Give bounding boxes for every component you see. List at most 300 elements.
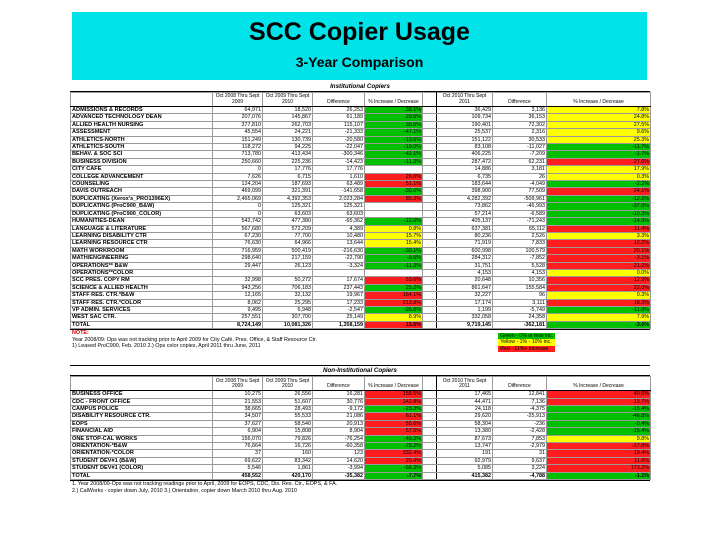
department-cell: TOTAL	[71, 472, 213, 479]
value-cell: 5,528	[493, 262, 547, 269]
column-header: Difference	[493, 93, 547, 107]
value-cell: 25.3%	[547, 136, 651, 143]
header-row	[71, 377, 651, 391]
value-cell: 10,081,326	[263, 321, 313, 328]
value-cell: 92,979	[437, 457, 493, 464]
value-cell: 44,471	[437, 398, 493, 405]
value-cell: 63,489	[313, 181, 365, 188]
value-cell: 8,904	[313, 428, 365, 435]
value-cell: -20,580	[313, 136, 365, 143]
value-cell: 14,886	[437, 166, 493, 173]
value-cell	[213, 269, 263, 276]
value-cell: -15.4%	[547, 428, 651, 435]
spreadsheet	[70, 82, 650, 494]
value-cell: 567,680	[213, 225, 263, 232]
value-cell: 80,236	[437, 232, 493, 239]
value-cell: 17.9%	[547, 166, 651, 173]
value-cell: -12.2%	[547, 195, 651, 202]
value-cell: 50,272	[263, 277, 313, 284]
value-cell: 55,533	[263, 413, 313, 420]
table-row	[71, 247, 651, 254]
value-cell: 18.3%	[547, 299, 651, 306]
spacer-cell	[423, 465, 437, 472]
value-cell: 58,540	[263, 420, 313, 427]
value-cell: -2,979	[493, 443, 547, 450]
value-cell: 237,443	[313, 284, 365, 291]
value-cell: 36,153	[493, 114, 547, 121]
value-cell: 20,913	[313, 420, 365, 427]
table-row	[71, 406, 651, 413]
value-cell: -4,375	[493, 406, 547, 413]
value-cell: -3,324	[313, 262, 365, 269]
table-row	[71, 306, 651, 313]
column-header: Oct 2009 Thru Sept 2010	[263, 377, 313, 391]
table-row	[71, 398, 651, 405]
value-cell: -2,428	[493, 428, 547, 435]
department-cell: ATHLETICS-SOUTH	[71, 144, 213, 151]
department-cell: ASSESSMENT	[71, 129, 213, 136]
spacer-cell	[423, 144, 437, 151]
institutional-section-title: Institutional Copiers	[70, 82, 650, 92]
value-cell: 716,959	[213, 247, 263, 254]
department-cell: SCC PRES. COPY RM	[71, 277, 213, 284]
table-row	[71, 435, 651, 442]
value-cell: 262,703	[263, 121, 313, 128]
value-cell: 83,108	[437, 144, 493, 151]
value-cell: -11.3%	[365, 158, 423, 165]
value-cell: 190,401	[437, 121, 493, 128]
value-cell: 160	[263, 450, 313, 457]
table-row	[71, 428, 651, 435]
department-cell: ADVANCED TECHNOLOGY DEAN	[71, 114, 213, 121]
value-cell: 67,230	[213, 232, 263, 239]
spacer-cell	[423, 398, 437, 405]
department-cell: MATH WORKROOM	[71, 247, 213, 254]
value-cell: 7.9%	[547, 314, 651, 321]
department-cell: COLLEGE ADVANCEMENT	[71, 173, 213, 180]
value-cell: 4,282,392	[437, 195, 493, 202]
value-cell: 1,358,159	[313, 321, 365, 328]
table-row	[71, 195, 651, 202]
value-cell: 69,622	[213, 457, 263, 464]
value-cell: 62,231	[493, 158, 547, 165]
value-cell: -22,790	[313, 255, 365, 262]
value-cell: 61.1%	[365, 413, 423, 420]
value-cell: 420,170	[263, 472, 313, 479]
value-cell: -23.3%	[365, 406, 423, 413]
value-cell: 64,971	[213, 107, 263, 114]
value-cell: -0.4%	[547, 420, 651, 427]
value-cell: 156,070	[213, 435, 263, 442]
value-cell: 413,434	[263, 151, 313, 158]
value-cell: 8,062	[213, 299, 263, 306]
value-cell: 8.9%	[365, 314, 423, 321]
value-cell: 7.8%	[547, 107, 651, 114]
column-header	[423, 93, 437, 107]
value-cell: 25,295	[263, 299, 313, 306]
institutional-notes	[70, 329, 650, 365]
value-cell: 10,356	[493, 277, 547, 284]
department-cell: ORIENTATION-*B&W	[71, 443, 213, 450]
spacer-cell	[423, 306, 437, 313]
value-cell: 16,281	[313, 391, 365, 398]
page-subtitle: 3-Year Comparison	[295, 54, 424, 70]
department-cell: DAVIS OUTREACH	[71, 188, 213, 195]
department-cell: LEARNING RESOURCE CTR	[71, 240, 213, 247]
value-cell: 19,967	[313, 292, 365, 299]
value-cell: 0	[213, 203, 263, 210]
value-cell: 17,776	[263, 166, 313, 173]
column-header	[71, 377, 213, 391]
value-cell: -71,243	[493, 218, 547, 225]
value-cell: 21,553	[213, 398, 263, 405]
value-cell: 17,776	[313, 166, 365, 173]
value-cell: 26.0%	[365, 173, 423, 180]
department-cell: ALLIED HEALTH NURSING	[71, 121, 213, 128]
value-cell: -300,346	[313, 151, 365, 158]
value-cell: 125,321	[313, 203, 365, 210]
value-cell: 14,620	[313, 457, 365, 464]
column-header: Oct 2010 Thru Sept 2011	[437, 377, 493, 391]
department-cell: CITY CAFE	[71, 166, 213, 173]
table-row	[71, 299, 651, 306]
value-cell: 377,810	[213, 121, 263, 128]
value-cell: 713,780	[213, 151, 263, 158]
table-row	[71, 107, 651, 114]
spacer-cell	[423, 129, 437, 136]
value-cell: 9.8%	[547, 435, 651, 442]
value-cell: 187,693	[263, 181, 313, 188]
value-cell: 25,149	[313, 314, 365, 321]
spacer-cell	[423, 173, 437, 180]
table-row	[71, 465, 651, 472]
value-cell: -22,047	[313, 144, 365, 151]
value-cell: 45,554	[213, 129, 263, 136]
value-cell: 24.8%	[547, 114, 651, 121]
value-cell: 861,647	[437, 284, 493, 291]
column-header: % Increase / Decrease	[365, 93, 423, 107]
noninstitutional-section-title: Non-Institutional Copiers	[70, 365, 650, 376]
value-cell: 13,380	[437, 428, 493, 435]
table-row	[71, 114, 651, 121]
value-cell: 13,644	[313, 240, 365, 247]
value-cell: 57.5%	[365, 428, 423, 435]
value-cell: -14.9%	[547, 218, 651, 225]
value-cell: -3.1%	[547, 255, 651, 262]
value-cell: -76,254	[313, 435, 365, 442]
spacer-cell	[423, 181, 437, 188]
column-header: Difference	[493, 377, 547, 391]
department-cell: ADMISSIONS & RECORDS	[71, 107, 213, 114]
value-cell: 30,533	[493, 136, 547, 143]
value-cell: 4,392,353	[263, 195, 313, 202]
value-cell: 458,552	[213, 472, 263, 479]
value-cell: 405,137	[437, 218, 493, 225]
value-cell: 10,275	[213, 391, 263, 398]
value-cell: -4,049	[493, 181, 547, 188]
value-cell: 29,447	[213, 262, 263, 269]
note-line: Year 2008/09: Ops was not tracking prior to April 2009 for City Café, Pres. Office, & Staff Resource Ctr.	[72, 336, 317, 343]
value-cell: 76,630	[213, 240, 263, 247]
spacer-cell	[423, 314, 437, 321]
value-cell: 0.0%	[547, 269, 651, 276]
spacer-cell	[423, 284, 437, 291]
value-cell: 7,136	[493, 398, 547, 405]
table-row	[71, 218, 651, 225]
value-cell: 7,833	[493, 240, 547, 247]
value-cell: 1,199	[437, 306, 493, 313]
spacer-cell	[423, 428, 437, 435]
value-cell: -9,172	[313, 406, 365, 413]
table-row	[71, 210, 651, 217]
column-header: % Increase / Decrease	[365, 377, 423, 391]
value-cell: 27.6%	[547, 158, 651, 165]
value-cell: 9.6%	[547, 129, 651, 136]
department-cell: COUNSELING	[71, 181, 213, 188]
spacer-cell	[423, 166, 437, 173]
page-title: SCC Copier Usage	[249, 18, 470, 46]
value-cell: 6,948	[263, 306, 313, 313]
value-cell: 6,715	[263, 173, 313, 180]
spacer-cell	[423, 321, 437, 328]
value-cell: 469,099	[213, 188, 263, 195]
value-cell: -78.2%	[365, 443, 423, 450]
value-cell: 21,086	[313, 413, 365, 420]
value-cell: 19.4%	[547, 450, 651, 457]
value-cell: 32,227	[437, 292, 493, 299]
value-cell: 77,700	[263, 232, 313, 239]
department-cell: DUPLICATING (ProC900_COLOR)	[71, 210, 213, 217]
value-cell: 12.2%	[547, 240, 651, 247]
value-cell: 51,607	[263, 398, 313, 405]
value-cell: 24,118	[437, 406, 493, 413]
value-cell: -60,358	[313, 443, 365, 450]
value-cell: 2,316	[493, 129, 547, 136]
spacer-cell	[423, 420, 437, 427]
value-cell: 4,389	[313, 225, 365, 232]
value-cell: 31,751	[437, 262, 493, 269]
value-cell: 5,085	[437, 465, 493, 472]
value-cell: 151,122	[437, 136, 493, 143]
table-row	[71, 129, 651, 136]
table-row	[71, 443, 651, 450]
table-row	[71, 457, 651, 464]
value-cell: 12.9%	[547, 277, 651, 284]
value-cell: -14,423	[313, 158, 365, 165]
table-row	[71, 188, 651, 195]
value-cell: 72,302	[493, 121, 547, 128]
department-cell: STAFF RES. CTR.*COLOR	[71, 299, 213, 306]
value-cell: 257,551	[213, 314, 263, 321]
value-cell: 477,380	[263, 218, 313, 225]
table-row	[71, 262, 651, 269]
value-cell: 5,546	[213, 465, 263, 472]
value-cell: 24,221	[263, 129, 313, 136]
value-cell: 64,966	[263, 240, 313, 247]
department-cell: DUPLICATING (Xerox's_PRO1396EX)	[71, 195, 213, 202]
note-line: 1) Leased ProC900, Feb. 2010 2.) Ops color copies, April 2011 thru June, 2011	[72, 343, 261, 350]
department-cell: CDC - FRONT OFFICE	[71, 398, 213, 405]
department-cell: OPERATIONS**COLOR	[71, 269, 213, 276]
value-cell: 31	[493, 450, 547, 457]
column-header: Difference	[313, 93, 365, 107]
spacer-cell	[423, 450, 437, 457]
spacer-cell	[423, 218, 437, 225]
value-cell: -21,333	[313, 129, 365, 136]
department-cell: MATH/ENGINEERING	[71, 255, 213, 262]
spacer-cell	[423, 255, 437, 262]
value-cell: 284,312	[437, 255, 493, 262]
value-cell: 63,603	[263, 210, 313, 217]
value-cell: -35,382	[313, 472, 365, 479]
value-cell: -30.6%	[365, 188, 423, 195]
value-cell: 37	[213, 450, 263, 457]
spacer-cell	[423, 413, 437, 420]
value-cell: -236	[493, 420, 547, 427]
department-cell: ORIENTATION-*COLOR	[71, 450, 213, 457]
value-cell: 20.1%	[547, 247, 651, 254]
column-header	[423, 377, 437, 391]
value-cell: 13.7%	[547, 398, 651, 405]
value-cell: 298,640	[213, 255, 263, 262]
column-header: Oct 2010 Thru Sept 2011	[437, 93, 493, 107]
value-cell: 287,472	[437, 158, 493, 165]
value-cell: 83,342	[263, 457, 313, 464]
value-cell: 124,204	[213, 181, 263, 188]
spacer-cell	[423, 299, 437, 306]
value-cell: 3,224	[493, 465, 547, 472]
value-cell: 15,808	[263, 428, 313, 435]
department-cell: OPERATIONS** B&W	[71, 262, 213, 269]
table-row	[71, 203, 651, 210]
value-cell: 27.5%	[547, 121, 651, 128]
value-cell: 25,537	[437, 129, 493, 136]
value-cell: 2,465,069	[213, 195, 263, 202]
value-cell: 12,165	[213, 292, 263, 299]
table-row	[71, 240, 651, 247]
value-cell: 94,225	[263, 144, 313, 151]
department-cell: BUSINESS OFFICE	[71, 391, 213, 398]
value-cell: 26,123	[263, 262, 313, 269]
value-cell: -216,630	[313, 247, 365, 254]
spacer-cell	[423, 158, 437, 165]
value-cell: -66.3%	[365, 465, 423, 472]
value-cell: 109,734	[437, 114, 493, 121]
value-cell	[365, 269, 423, 276]
value-cell: 29,620	[437, 413, 493, 420]
value-cell: 9,719,145	[437, 321, 493, 328]
value-cell: 21.2%	[547, 262, 651, 269]
table-row	[71, 269, 651, 276]
value-cell: 6,904	[213, 428, 263, 435]
value-cell: -15.4%	[547, 406, 651, 413]
department-cell: LEARNING DISABILITY CTR	[71, 232, 213, 239]
value-cell: 3.3%	[547, 232, 651, 239]
spacer-cell	[423, 269, 437, 276]
spacer-cell	[423, 292, 437, 299]
table-row	[71, 173, 651, 180]
value-cell: 61,189	[313, 114, 365, 121]
value-cell: -25,913	[493, 413, 547, 420]
department-cell: ONE STOP-CAL WORKS	[71, 435, 213, 442]
spacer-cell	[423, 107, 437, 114]
value-cell: 15.7%	[365, 232, 423, 239]
column-header: Oct 2008 Thru Sept 2009	[213, 93, 263, 107]
value-cell: 173.2%	[547, 465, 651, 472]
spacer-cell	[423, 210, 437, 217]
note-label: NOTE:	[70, 329, 650, 337]
value-cell: -1.1%	[547, 472, 651, 479]
table-row	[71, 314, 651, 321]
value-cell: 1,610	[313, 173, 365, 180]
value-cell: 307,700	[263, 314, 313, 321]
value-cell: 18,520	[263, 107, 313, 114]
value-cell: -2,547	[313, 306, 365, 313]
value-cell: 115,107	[313, 121, 365, 128]
value-cell: 4,153	[437, 269, 493, 276]
noninstitutional-table	[70, 376, 651, 480]
spacer-cell	[423, 391, 437, 398]
value-cell: 24.1%	[547, 188, 651, 195]
value-cell: -7.7%	[365, 472, 423, 479]
table-row	[71, 277, 651, 284]
value-cell: 26,253	[313, 107, 365, 114]
value-cell: -7,209	[493, 151, 547, 158]
value-cell: -3,994	[313, 465, 365, 472]
value-cell: 125,321	[263, 203, 313, 210]
value-cell: 20.4%	[365, 457, 423, 464]
spacer-cell	[423, 277, 437, 284]
value-cell: 63,603	[313, 210, 365, 217]
value-cell: -13.6%	[365, 136, 423, 143]
value-cell: 332,058	[437, 314, 493, 321]
value-cell: 3,136	[493, 107, 547, 114]
value-cell: 500,419	[263, 247, 313, 254]
value-cell: 77,509	[493, 188, 547, 195]
value-cell: 0.8%	[365, 225, 423, 232]
value-cell: 24,358	[493, 314, 547, 321]
value-cell: -11.3%	[365, 262, 423, 269]
table-row	[71, 144, 651, 151]
value-cell: 542,742	[213, 218, 263, 225]
department-cell: LANGUAGE & LITERATURE	[71, 225, 213, 232]
value-cell: 15.6%	[365, 321, 423, 328]
spacer-cell	[423, 443, 437, 450]
value-cell: 22.0%	[547, 284, 651, 291]
value-cell	[365, 166, 423, 173]
value-cell: 17,174	[437, 299, 493, 306]
value-cell: -49.3%	[365, 435, 423, 442]
spacer-cell	[423, 121, 437, 128]
value-cell: 130,739	[263, 136, 313, 143]
table-row	[71, 413, 651, 420]
value-cell: 321,391	[263, 188, 313, 195]
value-cell: 225,236	[263, 158, 313, 165]
value-cell: 600,998	[437, 247, 493, 254]
value-cell: -362,181	[493, 321, 547, 328]
value-cell: -11.7%	[547, 144, 651, 151]
department-cell: HUMANITIES-DEAN	[71, 218, 213, 225]
value-cell: 15.4%	[365, 240, 423, 247]
value-cell: 40.6%	[547, 391, 651, 398]
value-cell: 58,304	[437, 420, 493, 427]
spacer-cell	[423, 406, 437, 413]
value-cell: 20,648	[437, 277, 493, 284]
value-cell: 191	[437, 450, 493, 457]
value-cell: -509,961	[493, 195, 547, 202]
value-cell: 4,153	[493, 269, 547, 276]
table-row	[71, 391, 651, 398]
